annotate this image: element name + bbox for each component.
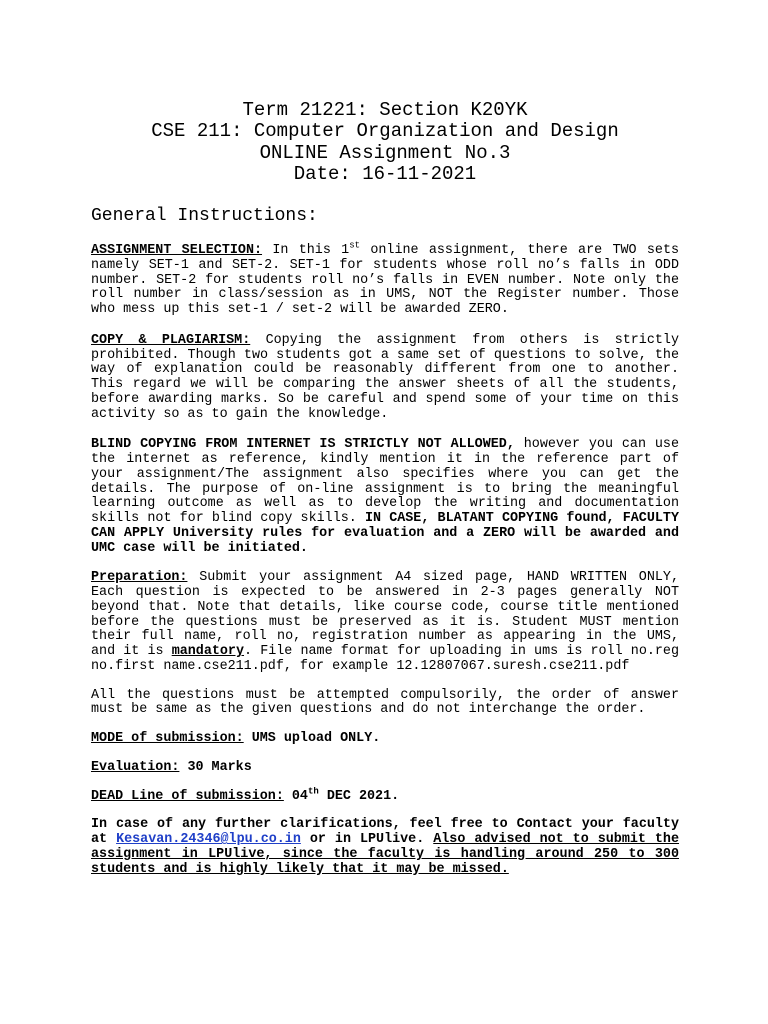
all-questions-paragraph: All the questions must be attempted compulsorily, the order of answer must be same as the given questions and do not interchange the order. (91, 687, 679, 718)
contact-paragraph (91, 818, 679, 877)
mode-of-submission-line (91, 732, 679, 747)
blind-copying-text: however you can use the internet as reference, kindly mention it in the reference part of your assignment/The assignment also specifies where you can get the details. The purpose of on-line assignment is to bring the meaningful learning outcome as well as to develop the writing and documentation skills not for blind copy skills. (91, 437, 679, 527)
copy-plagiarism-paragraph (91, 334, 679, 423)
assignment-title: ONLINE Assignment No.3 (259, 141, 511, 164)
assignment-selection-paragraph (91, 240, 680, 318)
copy-plagiarism-text: Copying the assignment from others is strictly prohibited. Though two students got a same set of questions to solve, the way of explanation could be reasonably different from one to another. This regard we will be comparing the answer sheets of all the students, before awarding marks. So be careful and spend some of your time on this activity so as to gain the knowledge. (91, 332, 679, 422)
document-header (91, 100, 679, 185)
faculty-email-link[interactable]: Kesavan.24346@lpu.co.in (116, 832, 301, 848)
evaluation-line (91, 761, 679, 776)
date-line: Date: 16-11-2021 (293, 162, 477, 185)
deadline-sup: th (307, 786, 319, 797)
deadline-day: 04 (283, 788, 308, 804)
assignment-selection-label: ASSIGNMENT SELECTION: (91, 243, 263, 259)
copy-plagiarism-label: COPY & PLAGIARISM: (91, 332, 251, 348)
preparation-text-b: . File name format for uploading in ums is roll no.reg no.first name.cse211.pdf, for example 12.12807067.suresh.cse211.pdf (91, 644, 680, 674)
preparation-label: Preparation: (91, 570, 188, 586)
contact-text-a: In case of any further clarifications, feel free to Contact your faculty at (91, 817, 679, 848)
mode-value: UMS upload ONLY. (243, 731, 381, 747)
deadline-line (91, 786, 679, 805)
deadline-label: DEAD Line of submission: (91, 788, 284, 804)
evaluation-label: Evaluation: (91, 759, 180, 775)
mode-label: MODE of submission: (91, 731, 244, 747)
deadline-rest: DEC 2021. (318, 788, 400, 804)
mandatory-word: mandatory (171, 644, 245, 660)
document-page (91, 100, 679, 877)
general-instructions-heading: General Instructions: (91, 206, 318, 227)
evaluation-value: 30 Marks (179, 759, 252, 775)
selection-sup: st (349, 240, 361, 251)
selection-text-b: online assignment, there are TWO sets namely SET-1 and SET-2. SET-1 for students whose roll no’s falls in ODD number. SET-2 for students roll no’s falls in EVEN number. Note only the roll number in class/session as in UMS, NOT the Register number. Those who mess up this set-1 / set-2 will be awarded ZERO. (91, 243, 680, 318)
blind-copying-paragraph (91, 438, 679, 556)
blind-copying-warning: IN CASE, BLATANT COPYING found, FACULTY CAN APPLY University rules for evaluation and a ZERO will be awarded and UMC case will be initiated. (91, 511, 679, 556)
blind-copying-label: BLIND COPYING FROM INTERNET IS STRICTLY NOT ALLOWED, (91, 437, 515, 453)
selection-text-a: In this 1 (262, 243, 350, 259)
contact-advice: Also advised not to submit the assignment in LPUlive, since the faculty is handling around 250 to 300 students and is highly likely that it may be missed. (91, 832, 680, 877)
contact-text-b: or in LPUlive. (300, 832, 434, 848)
course-line: CSE 211: Computer Organization and Design (151, 120, 619, 143)
preparation-paragraph (91, 571, 679, 674)
term-line: Term 21221: Section K20YK (242, 99, 528, 121)
preparation-text-a: Submit your assignment A4 sized page, HAND WRITTEN ONLY, Each question is expected to be answered in 2-3 pages generally NOT beyond that. Note that details, like course code, course title mentioned before the questions must be preserved as it is. Student MUST mention their full name, roll no, registration number as appearing in the UMS, and it is (91, 570, 679, 660)
